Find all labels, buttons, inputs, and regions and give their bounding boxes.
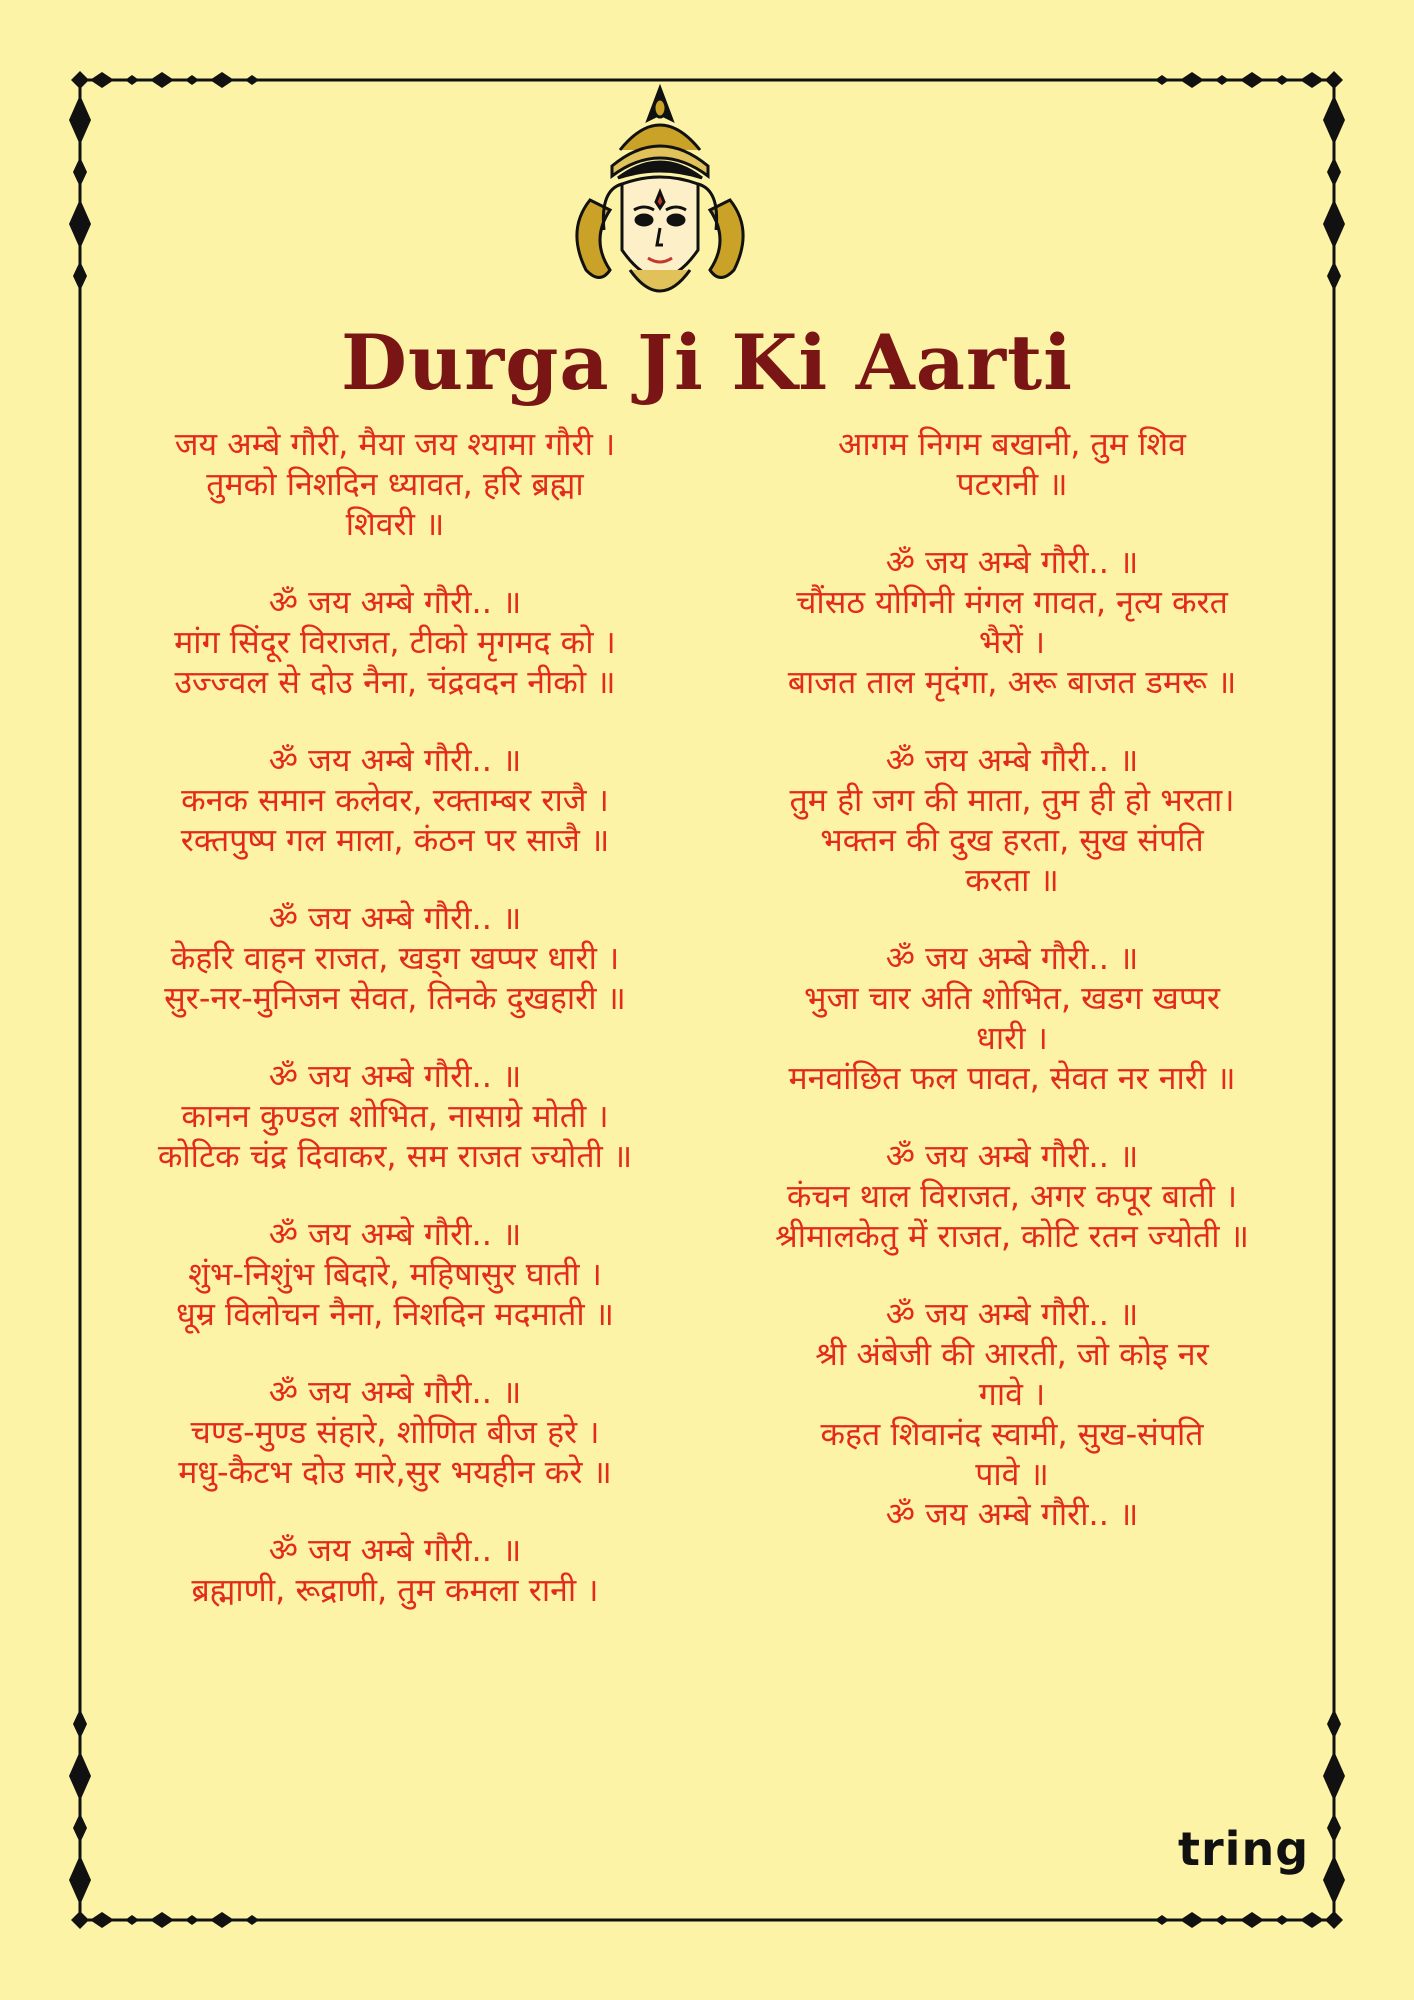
diamond-ornament-icon <box>150 72 174 88</box>
diamond-ornament-icon <box>1240 72 1264 88</box>
diamond-ornament-icon <box>1300 1912 1324 1928</box>
diamond-ornament-icon <box>1180 72 1204 88</box>
stanza <box>95 582 695 702</box>
diamond-ornament-icon <box>1155 75 1169 85</box>
stanza <box>95 424 695 544</box>
diamond-ornament-icon <box>69 95 91 145</box>
diamond-ornament-icon <box>1215 1915 1229 1925</box>
verse-line: मांग सिंदूर विराजत, टीको मृगमद को । <box>174 623 616 661</box>
diamond-ornament-icon <box>90 1912 114 1928</box>
verse-line: ॐ जय अम्बे गौरी.. ॥ <box>885 741 1139 779</box>
stanza <box>95 740 695 860</box>
verse-line: रक्तपुष्प गल माला, कंठन पर साजै ॥ <box>180 821 610 859</box>
diamond-ornament-icon <box>1215 75 1229 85</box>
diamond-ornament-icon <box>1323 95 1345 145</box>
verse-line: ॐ जय अम्बे गौरी.. ॥ <box>268 1373 522 1411</box>
durga-face-icon <box>560 80 760 320</box>
diamond-ornament-icon <box>73 1813 87 1843</box>
verse-line: भुजा चार अति शोभित, खडग खप्पर <box>804 979 1220 1017</box>
diamond-ornament-icon <box>73 157 87 187</box>
verse-line: ॐ जय अम्बे गौरी.. ॥ <box>268 1057 522 1095</box>
diamond-ornament-icon <box>71 71 89 89</box>
diamond-ornament-icon <box>1325 71 1343 89</box>
verse-line: सुर-नर-मुनिजन सेवत, तिनके दुखहारी ॥ <box>164 979 626 1017</box>
verse-line: ॐ जय अम्बे गौरी.. ॥ <box>885 1495 1139 1533</box>
verse-line: श्रीमालकेतु में राजत, कोटि रतन ज्योती ॥ <box>775 1217 1249 1255</box>
diamond-ornament-icon <box>1327 1709 1341 1739</box>
stanza <box>95 1530 695 1610</box>
diamond-ornament-icon <box>1275 75 1289 85</box>
verse-line: कहत शिवानंद स्वामी, सुख-संपति <box>820 1415 1204 1453</box>
diamond-ornament-icon <box>1300 72 1324 88</box>
stanza <box>95 1372 695 1492</box>
verse-line: बाजत ताल मृदंगा, अरू बाजत डमरू ॥ <box>787 663 1237 701</box>
verse-line: चौंसठ योगिनी मंगल गावत, नृत्य करत <box>796 583 1228 621</box>
verse-line: पटरानी ॥ <box>956 465 1068 503</box>
verse-line: भक्तन की दुख हरता, सुख संपति <box>820 821 1204 859</box>
verse-line: करता ॥ <box>965 861 1059 899</box>
diamond-ornament-icon <box>185 75 199 85</box>
stanza <box>95 1056 695 1176</box>
verse-line: ब्रह्माणी, रूद्राणी, तुम कमला रानी । <box>191 1571 599 1609</box>
diamond-ornament-icon <box>1325 1911 1343 1929</box>
diamond-ornament-icon <box>245 1915 259 1925</box>
verse-line: कानन कुण्डल शोभित, नासाग्रे मोती । <box>181 1097 609 1135</box>
verse-line: कंचन थाल विराजत, अगर कपूर बाती । <box>786 1177 1238 1215</box>
verse-line: श्री अंबेजी की आरती, जो कोइ नर <box>815 1335 1209 1373</box>
stanza <box>712 1294 1312 1534</box>
diamond-ornament-icon <box>150 1912 174 1928</box>
verse-line: ॐ जय अम्बे गौरी.. ॥ <box>885 1137 1139 1175</box>
verse-line: भैरों । <box>978 623 1046 661</box>
verse-line: शुंभ-निशुंभ बिदारे, महिषासुर घाती । <box>188 1255 602 1293</box>
verse-line: जय अम्बे गौरी, मैया जय श्यामा गौरी । <box>174 425 616 463</box>
verse-line: शिवरी ॥ <box>345 505 445 543</box>
verse-line: ॐ जय अम्बे गौरी.. ॥ <box>268 583 522 621</box>
stanza <box>95 898 695 1018</box>
verse-line: तुम ही जग की माता, तुम ही हो भरता। <box>789 781 1235 819</box>
verse-line: कोटिक चंद्र दिवाकर, सम राजत ज्योती ॥ <box>157 1137 633 1175</box>
verse-line: ॐ जय अम्बे गौरी.. ॥ <box>885 543 1139 581</box>
stanza <box>712 740 1312 900</box>
diamond-ornament-icon <box>1327 1813 1341 1843</box>
verse-line: केहरि वाहन राजत, खड्ग खप्पर धारी । <box>170 939 620 977</box>
verse-line: ॐ जय अम्बे गौरी.. ॥ <box>268 899 522 937</box>
verse-line: गावे । <box>978 1375 1046 1413</box>
diamond-ornament-icon <box>245 75 259 85</box>
stanza <box>712 542 1312 702</box>
diamond-ornament-icon <box>210 72 234 88</box>
verse-line: चण्ड-मुण्ड संहारे, शोणित बीज हरे । <box>190 1413 600 1451</box>
verse-line: ॐ जय अम्बे गौरी.. ॥ <box>268 1531 522 1569</box>
verse-line: आगम निगम बखानी, तुम शिव <box>838 425 1186 463</box>
diamond-ornament-icon <box>125 1915 139 1925</box>
verse-line: ॐ जय अम्बे गौरी.. ॥ <box>885 939 1139 977</box>
stanza <box>712 938 1312 1098</box>
page-title: Durga Ji Ki Aarti <box>341 318 1073 407</box>
diamond-ornament-icon <box>1323 199 1345 249</box>
diamond-ornament-icon <box>73 1709 87 1739</box>
diamond-ornament-icon <box>185 1915 199 1925</box>
stanza <box>712 1136 1312 1256</box>
diamond-ornament-icon <box>1323 1751 1345 1801</box>
verse-line: मधु-कैटभ दोउ मारे,सुर भयहीन करे ॥ <box>178 1453 612 1491</box>
brand-logo: tring <box>1178 1822 1310 1876</box>
diamond-ornament-icon <box>69 199 91 249</box>
diamond-ornament-icon <box>1155 1915 1169 1925</box>
diamond-ornament-icon <box>69 1855 91 1905</box>
stanza <box>712 424 1312 504</box>
diamond-ornament-icon <box>69 1751 91 1801</box>
verse-line: ॐ जय अम्बे गौरी.. ॥ <box>885 1295 1139 1333</box>
verse-column-left <box>95 424 695 1648</box>
verse-line: मनवांछित फल पावत, सेवत नर नारी ॥ <box>788 1059 1236 1097</box>
verse-line: उज्ज्वल से दोउ नैना, चंद्रवदन नीको ॥ <box>174 663 616 701</box>
diamond-ornament-icon <box>1240 1912 1264 1928</box>
verse-line: धारी । <box>976 1019 1048 1057</box>
verse-column-right <box>712 424 1312 1572</box>
diamond-ornament-icon <box>90 72 114 88</box>
verse-line: तुमको निशदिन ध्यावत, हरि ब्रह्मा <box>206 465 584 503</box>
diamond-ornament-icon <box>1180 1912 1204 1928</box>
diamond-ornament-icon <box>125 75 139 85</box>
verse-line: पावे ॥ <box>975 1455 1049 1493</box>
diamond-ornament-icon <box>1275 1915 1289 1925</box>
verse-line: ॐ जय अम्बे गौरी.. ॥ <box>268 741 522 779</box>
diamond-ornament-icon <box>1323 1855 1345 1905</box>
diamond-ornament-icon <box>73 261 87 291</box>
verse-line: धूम्र विलोचन नैना, निशदिन मदमाती ॥ <box>176 1295 614 1333</box>
diamond-ornament-icon <box>210 1912 234 1928</box>
diamond-ornament-icon <box>71 1911 89 1929</box>
diamond-ornament-icon <box>1327 261 1341 291</box>
stanza <box>95 1214 695 1334</box>
verse-line: ॐ जय अम्बे गौरी.. ॥ <box>268 1215 522 1253</box>
verse-line: कनक समान कलेवर, रक्ताम्बर राजै । <box>181 781 609 819</box>
diamond-ornament-icon <box>1327 157 1341 187</box>
